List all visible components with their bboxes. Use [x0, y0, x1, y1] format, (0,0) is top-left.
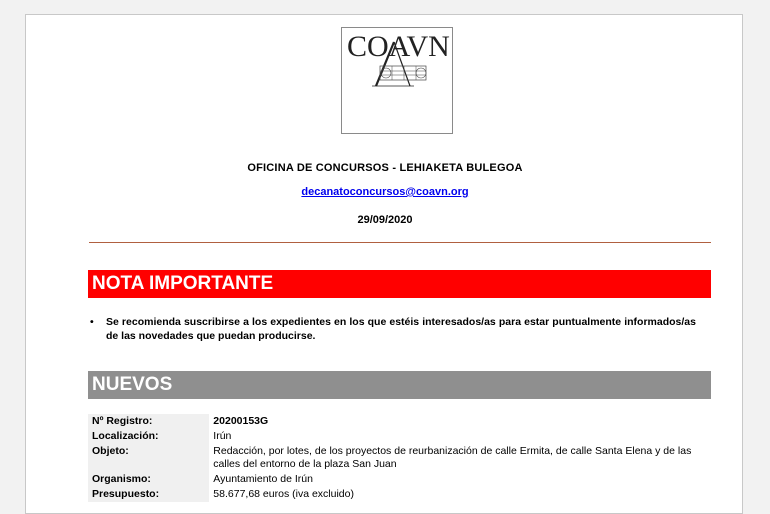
field-label: Nº Registro:: [88, 414, 209, 429]
table-row: [88, 414, 711, 429]
field-value: Redacción, por lotes, de los proyectos de reurbanización de calle Ermita, de calle Santa Elena y de las calles del entorno de la plaza San Juan: [213, 445, 692, 470]
notice-item: [90, 315, 696, 343]
notice-text: Se recomienda suscribirse a los expedientes en los que estéis interesados/as para estar puntualmente informados/as de las novedades que puedan producirse.: [106, 316, 696, 342]
table-row: [88, 444, 711, 472]
table-row: [88, 429, 711, 444]
notice-title: NOTA IMPORTANTE: [92, 273, 274, 294]
field-value: 58.677,68 euros (iva excluido): [213, 488, 354, 500]
table-row: [88, 472, 711, 487]
document-page: [25, 14, 743, 514]
document-date: 29/09/2020: [357, 214, 413, 226]
office-title: OFICINA DE CONCURSOS - LEHIAKETA BULEGOA: [247, 162, 523, 174]
tender-info-table: [88, 414, 711, 502]
coavn-logo-mark: [342, 28, 452, 133]
field-value: Irún: [213, 430, 232, 442]
notice-banner: [88, 270, 711, 298]
header-divider: [89, 242, 711, 243]
coavn-logo: [341, 27, 453, 134]
field-label: Localización:: [88, 429, 209, 444]
new-section-banner: [88, 371, 711, 399]
field-value: Ayuntamiento de Irún: [213, 473, 313, 485]
field-value: 20200153G: [213, 415, 269, 427]
field-label: Presupuesto:: [88, 487, 209, 502]
field-label: Organismo:: [88, 472, 209, 487]
new-section-title: NUEVOS: [92, 374, 173, 395]
contact-email-link[interactable]: decanatoconcursos@coavn.org: [301, 186, 469, 198]
logo-lettering: COAVN: [347, 30, 450, 63]
bullet-icon: •: [90, 316, 94, 328]
field-label: Objeto:: [88, 444, 209, 472]
